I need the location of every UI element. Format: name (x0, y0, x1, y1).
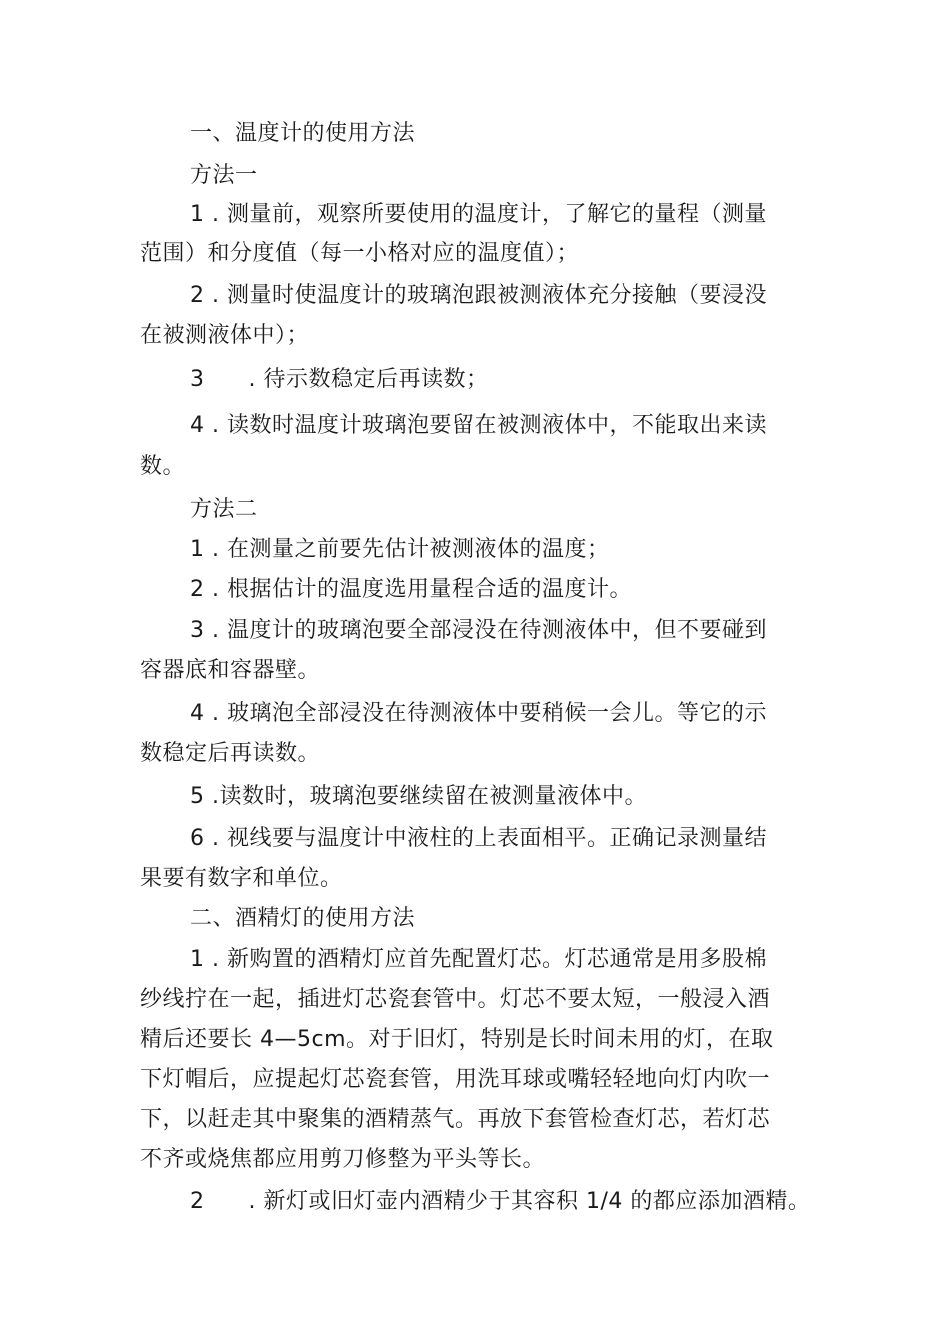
paragraph-line: 容器底和容器壁。 (140, 658, 321, 683)
paragraph-line: 精后还要长 4—5cm。对于旧灯，特别是长时间未用的灯，在取 (140, 1027, 774, 1052)
paragraph-line: 下灯帽后，应提起灯芯瓷套管，用洗耳球或嘴轻轻地向灯内吹一 (140, 1067, 771, 1092)
list-text: . 新灯或旧灯壶内酒精少于其容积 1/4 的都应添加酒精。 (248, 1189, 811, 1214)
paragraph-line: 4 . 玻璃泡全部浸没在待测液体中要稍候一会儿。等它的示 (190, 701, 767, 726)
paragraph-line: 1 . 新购置的酒精灯应首先配置灯芯。灯芯通常是用多股棉 (190, 947, 767, 972)
method-one-heading: 方法一 (190, 163, 258, 188)
paragraph-line: 4 . 读数时温度计玻璃泡要留在被测液体中，不能取出来读 (190, 413, 767, 438)
paragraph-line: 不齐或烧焦都应用剪刀修整为平头等长。 (140, 1147, 546, 1172)
list-text: . 待示数稳定后再读数； (248, 367, 489, 392)
section-heading-thermometer: 一、温度计的使用方法 (190, 121, 416, 146)
paragraph-line: 在被测液体中）； (140, 323, 310, 348)
paragraph-line: 6 . 视线要与温度计中液柱的上表面相平。正确记录测量结 (190, 826, 767, 851)
method-two-heading: 方法二 (190, 497, 258, 522)
section-heading-alcohol-lamp: 二、酒精灯的使用方法 (190, 906, 416, 931)
paragraph-line: 数。 (140, 454, 186, 479)
paragraph-line: 果要有数字和单位。 (140, 866, 343, 891)
paragraph-line: 下，以赶走其中聚集的酒精蒸气。再放下套管检查灯芯，若灯芯 (140, 1107, 771, 1132)
paragraph-line: 范围）和分度值（每一小格对应的温度值）； (140, 241, 580, 266)
list-number: 2 (190, 1189, 205, 1214)
paragraph-line (190, 1188, 810, 1216)
paragraph-line: 1 . 测量前，观察所要使用的温度计，了解它的量程（测量 (190, 202, 767, 227)
paragraph-line: 数稳定后再读数。 (140, 741, 321, 766)
paragraph-line: 2 . 根据估计的温度选用量程合适的温度计。 (190, 577, 632, 602)
paragraph-line: 2 . 测量时使温度计的玻璃泡跟被测液体充分接触（要浸没 (190, 283, 767, 308)
paragraph-line (190, 366, 489, 394)
list-number: 3 (190, 367, 205, 392)
paragraph-line: 1 . 在测量之前要先估计被测液体的温度； (190, 537, 610, 562)
paragraph-line: 3 . 温度计的玻璃泡要全部浸没在待测液体中，但不要碰到 (190, 618, 767, 643)
paragraph-line: 纱线拧在一起，插进灯芯瓷套管中。灯芯不要太短，一般浸入酒 (140, 987, 771, 1012)
paragraph-line: 5 .读数时，玻璃泡要继续留在被测量液体中。 (190, 784, 647, 809)
